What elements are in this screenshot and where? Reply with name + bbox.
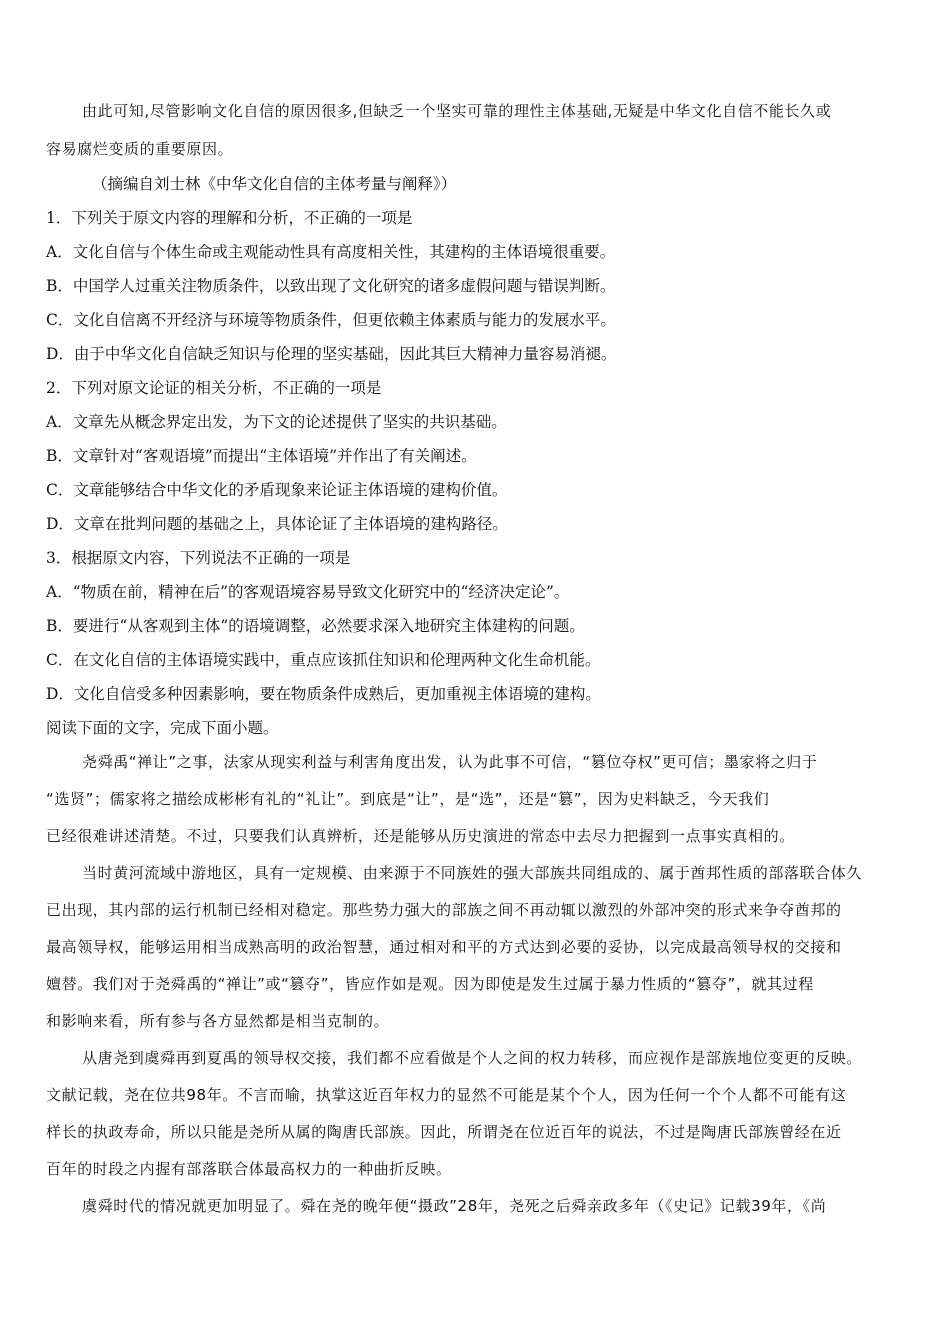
question-1-option-a: A．文化自信与个体生命或主观能动性具有高度相关性，其建构的主体语境很重要。 (46, 243, 616, 261)
question-1-stem: 1．下列关于原文内容的理解和分析，不正确的一项是 (46, 209, 413, 227)
passage2-p3-line-2: 文献记载，尧在位共98年。不言而喻，执掌这近百年权力的显然不可能是某个个人，因为任何一个个人都不可能有这 (46, 1086, 847, 1104)
passage2-p3-line-1: 从唐尧到虞舜再到夏禹的领导权交接，我们都不应看做是个人之间的权力转移，而应视作是部族地位变更的反映。 (82, 1049, 863, 1067)
passage2-p2-line-5: 和影响来看，所有参与各方显然都是相当克制的。 (46, 1012, 390, 1030)
reading-instruction: 阅读下面的文字，完成下面小题。 (46, 719, 279, 737)
question-3-option-d: D．文化自信受多种因素影响，要在物质条件成熟后，更加重视主体语境的建构。 (46, 685, 601, 703)
passage1-source-citation: （摘编自刘士林《中华文化自信的主体考量与阐释》） (92, 175, 457, 193)
passage2-p1-line-1: 尧舜禹“禅让”之事，法家从现实利益与利害角度出发，认为此事不可信，“篡位夺权”更可信；墨家将之归于 (82, 753, 818, 771)
question-1-option-d: D．由于中华文化自信缺乏知识与伦理的坚实基础，因此其巨大精神力量容易消褪。 (46, 345, 617, 363)
question-2-stem: 2．下列对原文论证的相关分析，不正确的一项是 (46, 379, 382, 397)
question-2-option-a: A．文章先从概念界定出发，为下文的论述提供了坚实的共识基础。 (46, 413, 507, 431)
passage2-p3-line-4: 百年的时段之内握有部落联合体最高权力的一种曲折反映。 (46, 1160, 452, 1178)
passage1-conclusion-line-1: 由此可知,尽管影响文化自信的原因很多,但缺乏一个坚实可靠的理性主体基础,无疑是中华文化自信不能长久或 (82, 102, 832, 120)
question-3-option-c: C．在文化自信的主体语境实践中，重点应该抓住知识和伦理两种文化生命机能。 (46, 651, 601, 669)
passage1-conclusion-line-2: 容易腐烂变质的重要原因。 (46, 140, 234, 158)
question-1-option-b: B．中国学人过重关注物质条件，以致出现了文化研究的诸多虚假问题与错误判断。 (46, 277, 616, 295)
question-1-option-c: C．文化自信离不开经济与环境等物质条件，但更依赖主体素质与能力的发展水平。 (46, 311, 616, 329)
passage2-p2-line-4: 嬗替。我们对于尧舜禹的“禅让”或“篡夺”，皆应作如是观。因为即使是发生过属于暴力性质的“篡夺”，就其过程 (46, 975, 814, 993)
passage2-p3-line-3: 样长的执政寿命，所以只能是尧所从属的陶唐氏部族。因此，所谓尧在位近百年的说法，不过是陶唐氏部族曾经在近 (46, 1123, 842, 1141)
passage2-p2-line-2: 已出现，其内部的运行机制已经相对稳定。那些势力强大的部族之间不再动辄以激烈的外部冲突的形式来争夺酋邦的 (46, 901, 842, 919)
question-3-option-b: B．要进行“从客观到主体”的语境调整，必然要求深入地研究主体建构的问题。 (46, 617, 585, 635)
question-2-option-b: B．文章针对“客观语境”而提出“主体语境”并作出了有关阐述。 (46, 447, 477, 465)
passage2-p2-line-3: 最高领导权，能够运用相当成熟高明的政治智慧，通过相对和平的方式达到必要的妥协，以完成最高领导权的交接和 (46, 938, 842, 956)
passage2-p1-line-3: 已经很难讲述清楚。不过，只要我们认真辨析，还是能够从历史演进的常态中去尽力把握到一点事实真相的。 (46, 827, 795, 845)
passage2-p4-line-1: 虞舜时代的情况就更加明显了。舜在尧的晚年便“摄政”28年，尧死之后舜亲政多年（《史记》记载39年，《尚 (82, 1197, 827, 1215)
passage2-p1-line-2: “选贤”；儒家将之描绘成彬彬有礼的“礼让”。到底是“让”，是“选”，还是“篡”，因为史料缺乏，今天我们 (46, 790, 770, 808)
question-3-stem: 3．根据原文内容，下列说法不正确的一项是 (46, 549, 351, 567)
passage2-p2-line-1: 当时黄河流域中游地区，具有一定规模、由来源于不同族姓的强大部族共同组成的、属于酋邦性质的部落联合体久 (82, 864, 863, 882)
question-2-option-c: C．文章能够结合中华文化的矛盾现象来论证主体语境的建构价值。 (46, 481, 508, 499)
question-2-option-d: D．文章在批判问题的基础之上，具体论证了主体语境的建构路径。 (46, 515, 508, 533)
question-3-option-a: A．“物质在前，精神在后”的客观语境容易导致文化研究中的“经济决定论”。 (46, 583, 570, 601)
